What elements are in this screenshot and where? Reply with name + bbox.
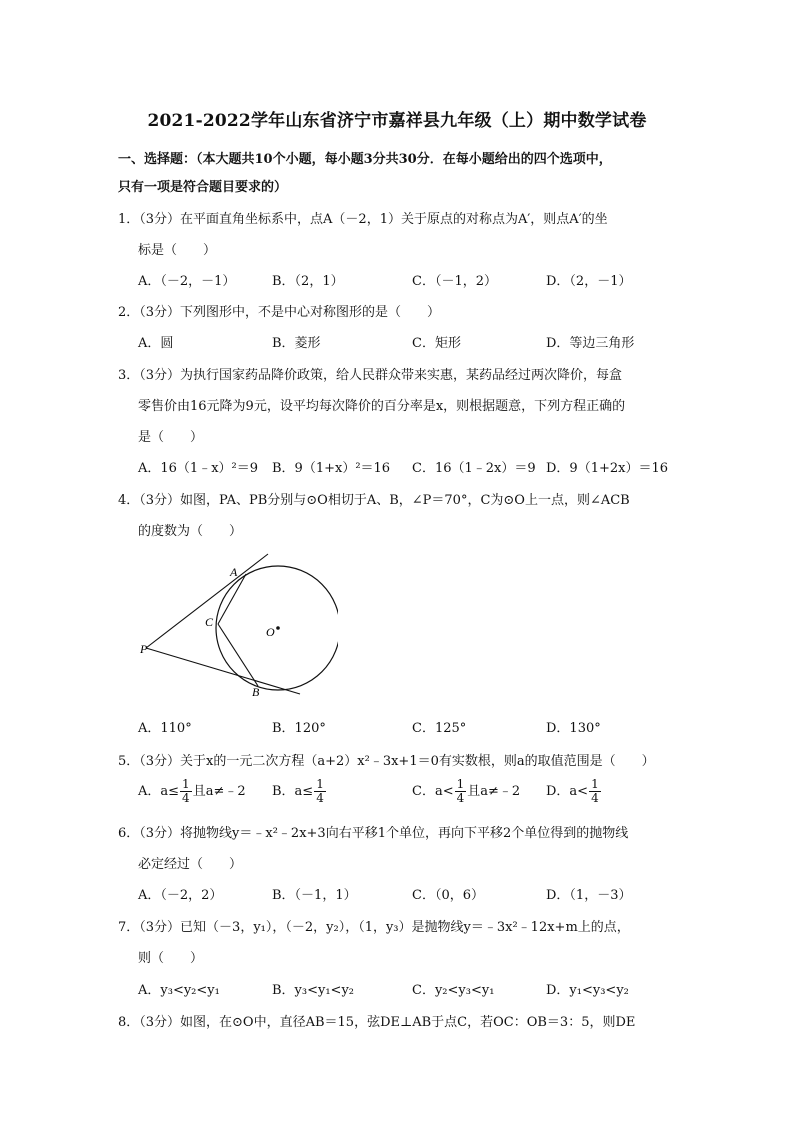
q5-option-d-prefix: D．a< bbox=[546, 784, 589, 799]
q4-option-a: A．110° bbox=[138, 721, 192, 736]
tangent-line-pa bbox=[146, 554, 268, 648]
q5-option-c bbox=[412, 778, 520, 805]
fraction-denominator: 4 bbox=[182, 791, 190, 805]
fraction-numerator: 1 bbox=[316, 777, 324, 791]
q6-stem-line-2: 必定经过（ ） bbox=[138, 857, 243, 872]
label-p: P bbox=[140, 642, 148, 656]
q6-option-b: B．（－1，1） bbox=[272, 888, 357, 903]
q2-option-d: D．等边三角形 bbox=[546, 336, 635, 351]
q6-option-d: D．（1，－3） bbox=[546, 888, 632, 903]
q2-option-a: A．圆 bbox=[138, 336, 174, 351]
fraction-one-quarter bbox=[314, 778, 326, 805]
q5-option-a-prefix: A．a≤ bbox=[138, 784, 180, 799]
q3-option-d: D．9（1+2x）＝16 bbox=[546, 461, 669, 476]
q5-option-b-prefix: B．a≤ bbox=[272, 784, 314, 799]
chord-cb bbox=[218, 624, 258, 686]
q7-option-a: A．y₃<y₂<y₁ bbox=[138, 983, 220, 998]
q5-option-a bbox=[138, 778, 246, 805]
q5-stem: 5．（3分）关于x的一元二次方程（a+2）x²﹣3x+1＝0有实数根，则a的取值范围是（ ） bbox=[118, 754, 655, 769]
q3-option-a: A．16（1﹣x）²＝9 bbox=[138, 461, 259, 476]
q3-option-b: B．9（1+x）²＝16 bbox=[272, 461, 391, 476]
q1-stem-line-2: 标是（ ） bbox=[138, 243, 217, 258]
exam-title: 2021-2022学年山东省济宁市嘉祥县九年级（上）期中数学试卷 bbox=[147, 111, 647, 131]
q1-option-a: A．（－2，－1） bbox=[138, 274, 236, 289]
q1-option-c: C．（－1，2） bbox=[412, 274, 497, 289]
q6-option-a: A．（－2，2） bbox=[138, 888, 223, 903]
q4-option-d: D．130° bbox=[546, 721, 601, 736]
q5-option-d bbox=[546, 778, 602, 805]
label-a: A bbox=[230, 565, 238, 579]
tangent-circle-figure bbox=[138, 548, 338, 703]
q2-option-c: C．矩形 bbox=[412, 336, 461, 351]
q7-option-c: C．y₂<y₃<y₁ bbox=[412, 983, 495, 998]
q4-option-c: C．125° bbox=[412, 721, 467, 736]
q8-stem-line-1: 8．（3分）如图，在⊙O中，直径AB＝15，弦DE⊥AB于点C，若OC：OB＝3：5，则DE bbox=[118, 1015, 636, 1030]
q4-stem-line-2: 的度数为（ ） bbox=[138, 524, 243, 539]
q2-option-b: B．菱形 bbox=[272, 336, 321, 351]
q3-option-c: C．16（1﹣2x）＝9 bbox=[412, 461, 536, 476]
fraction-numerator: 1 bbox=[456, 777, 465, 791]
tangent-line-pb bbox=[146, 648, 300, 694]
q3-stem-line-2: 零售价由16元降为9元，设平均每次降价的百分率是x，则根据题意，下列方程正确的 bbox=[138, 399, 626, 414]
q3-stem-line-1: 3．（3分）为执行国家药品降价政策，给人民群众带来实惠，某药品经过两次降价，每盒 bbox=[118, 368, 623, 383]
center-dot bbox=[276, 626, 280, 630]
fraction-numerator: 1 bbox=[591, 777, 599, 791]
section-header-line-1: 一、选择题：（本大题共10个小题，每小题3分共30分．在每小题给出的四个选项中， bbox=[118, 152, 612, 167]
q4-option-b: B．120° bbox=[272, 721, 326, 736]
q4-stem-line-1: 4．（3分）如图，PA、PB分别与⊙O相切于A、B，∠P＝70°，C为⊙O上一点，则∠ACB bbox=[118, 493, 630, 508]
section-header-line-2: 只有一项是符合题目要求的） bbox=[118, 180, 288, 195]
q6-option-c: C．（0，6） bbox=[412, 888, 484, 903]
q7-option-b: B．y₃<y₁<y₂ bbox=[272, 983, 355, 998]
section-header bbox=[118, 146, 688, 202]
q6-stem-line-1: 6．（3分）将抛物线y＝﹣x²﹣2x+3向右平移1个单位，再向下平移2个单位得到的抛物线 bbox=[118, 826, 629, 841]
fraction-one-quarter bbox=[180, 778, 192, 805]
label-c: C bbox=[205, 615, 214, 629]
q1-stem-line-1: 1．（3分）在平面直角坐标系中，点A（－2，1）关于原点的对称点为A′，则点A′的坐 bbox=[118, 212, 608, 227]
fraction-numerator: 1 bbox=[182, 777, 190, 791]
label-b: B bbox=[252, 685, 260, 699]
label-o: O bbox=[266, 625, 275, 639]
q5-option-b bbox=[272, 778, 327, 805]
fraction-one-quarter bbox=[589, 778, 601, 805]
q2-stem: 2．（3分）下列图形中，不是中心对称图形的是（ ） bbox=[118, 305, 441, 320]
q7-option-d: D．y₁<y₃<y₂ bbox=[546, 983, 629, 998]
fraction-denominator: 4 bbox=[316, 791, 324, 805]
fraction-denominator: 4 bbox=[591, 791, 599, 805]
q7-stem-line-1: 7．（3分）已知（－3，y₁），（－2，y₂），（1，y₃）是抛物线y＝﹣3x²﹣12x+m上的点， bbox=[118, 920, 630, 935]
q3-stem-line-3: 是（ ） bbox=[138, 430, 204, 445]
q5-option-a-suffix: 且a≠﹣2 bbox=[192, 784, 246, 799]
fraction-one-quarter bbox=[455, 778, 467, 805]
q5-option-c-suffix: 且a≠﹣2 bbox=[467, 784, 521, 799]
q5-option-c-prefix: C．a< bbox=[412, 784, 454, 799]
fraction-denominator: 4 bbox=[456, 791, 465, 805]
q1-option-d: D．（2，－1） bbox=[546, 274, 632, 289]
q7-stem-line-2: 则（ ） bbox=[138, 951, 204, 966]
q1-option-b: B．（2，1） bbox=[272, 274, 344, 289]
